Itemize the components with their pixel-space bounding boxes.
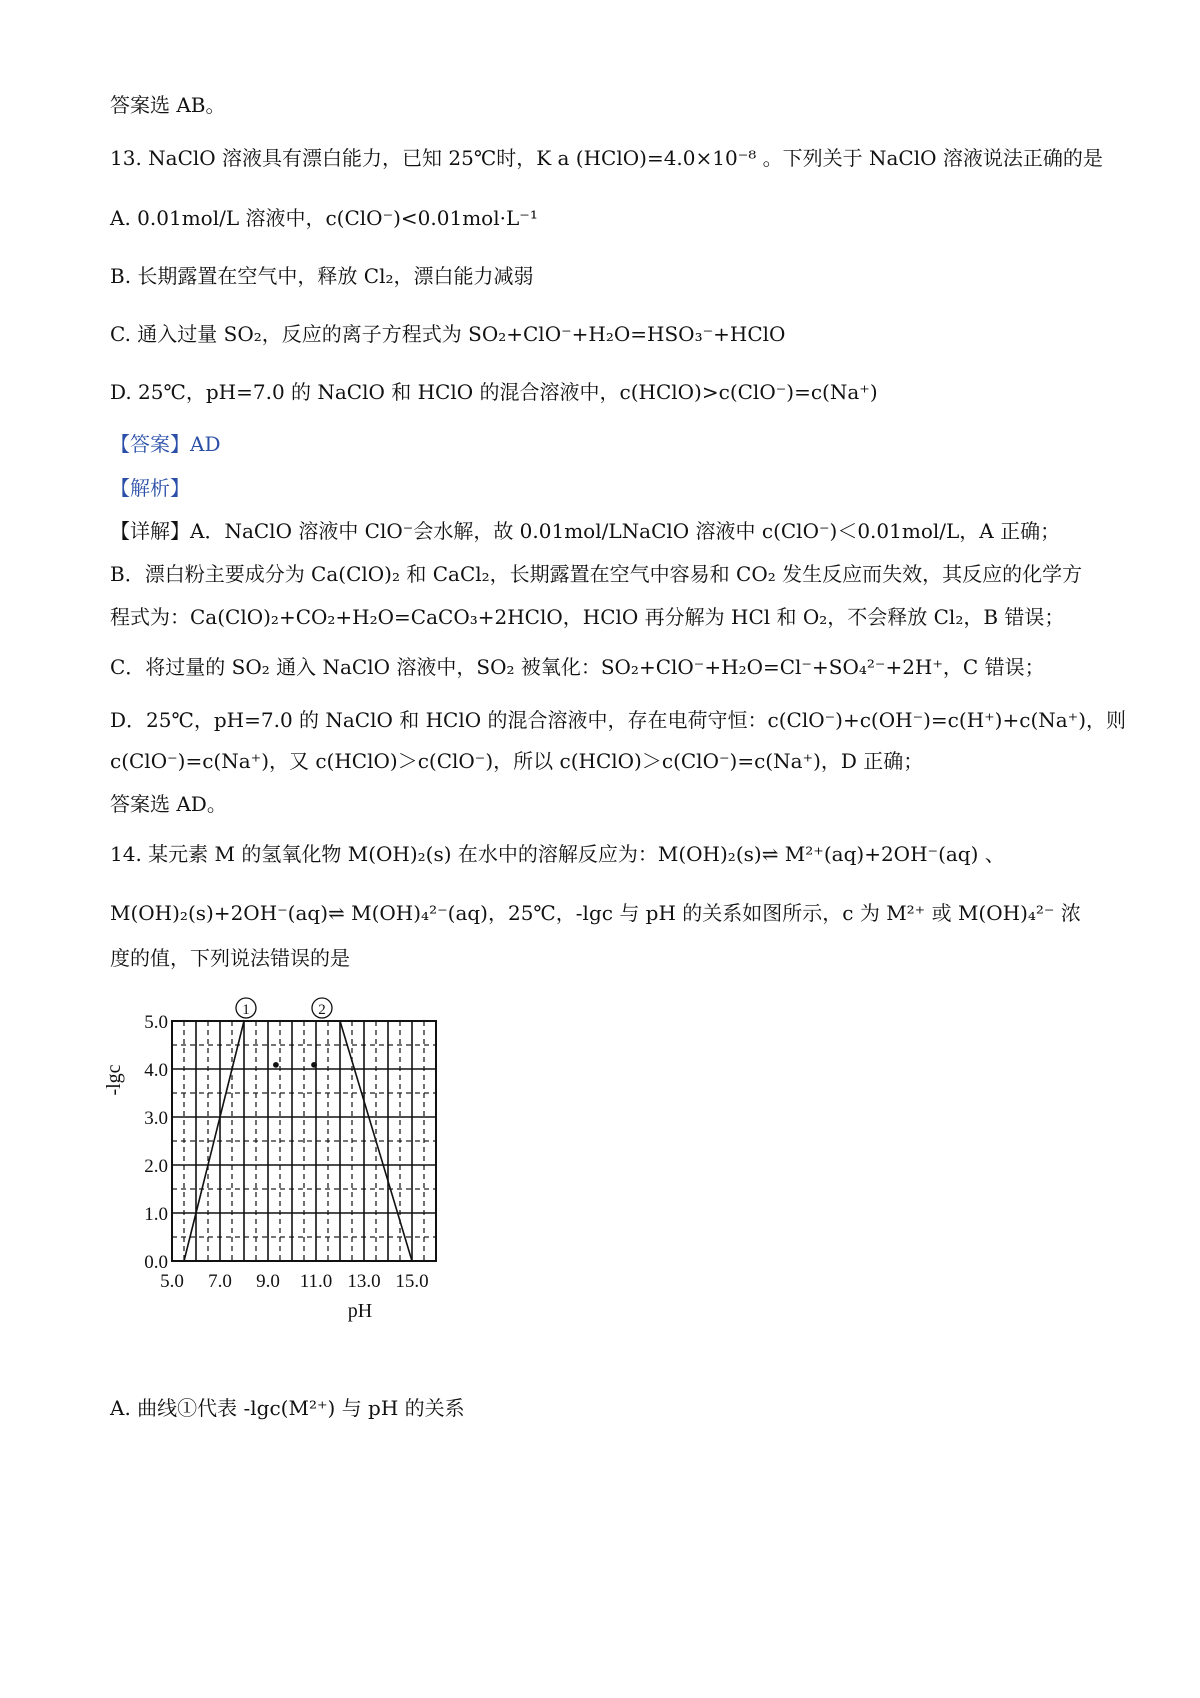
x-tick-label: 13.0 bbox=[347, 1271, 381, 1292]
q13-option-a: A. 0.01mol/L 溶液中，c(ClO⁻)<0.01mol·L⁻¹ bbox=[110, 206, 538, 230]
series-label-2: 2 bbox=[318, 1002, 326, 1018]
x-tick-label: 7.0 bbox=[208, 1271, 232, 1292]
y-axis-label: -lgc bbox=[103, 1064, 125, 1096]
q13-option-b: B. 长期露置在空气中，释放 Cl₂，漂白能力减弱 bbox=[110, 264, 534, 288]
x-tick-label: 9.0 bbox=[256, 1271, 280, 1292]
x-tick-label: 15.0 bbox=[395, 1271, 429, 1292]
x-tick-label: 5.0 bbox=[160, 1271, 184, 1292]
y-tick-label: 5.0 bbox=[144, 1012, 168, 1033]
previous-answer: 答案选 AB。 bbox=[110, 93, 226, 117]
y-tick-label: 0.0 bbox=[144, 1252, 168, 1273]
analysis-label: 【解析】 bbox=[110, 476, 190, 500]
chart-series bbox=[184, 998, 412, 1261]
chart-dashed-grid bbox=[172, 1021, 436, 1261]
answer-ad: 答案选 AD。 bbox=[110, 792, 227, 816]
q13-option-d: D. 25℃，pH=7.0 的 NaClO 和 HClO 的混合溶液中，c(HClO)>c(ClO⁻)=c(Na⁺) bbox=[110, 380, 878, 404]
y-tick-label: 2.0 bbox=[144, 1156, 168, 1177]
detail-line-5: D．25℃，pH=7.0 的 NaClO 和 HClO 的混合溶液中，存在电荷守恒：c(ClO⁻)+c(OH⁻)=c(H⁺)+c(Na⁺)，则 bbox=[110, 708, 1127, 732]
q14-option-a: A. 曲线①代表 -lgc(M²⁺) 与 pH 的关系 bbox=[110, 1396, 465, 1420]
y-tick-label: 4.0 bbox=[144, 1060, 168, 1081]
detail-line-3: 程式为：Ca(ClO)₂+CO₂+H₂O=CaCO₃+2HClO，HClO 再分解为 HCl 和 O₂，不会释放 Cl₂，B 错误； bbox=[110, 605, 1065, 629]
y-tick-label: 3.0 bbox=[144, 1108, 168, 1129]
question-14-line-2: M(OH)₂(s)+2OH⁻(aq)⇌ M(OH)₄²⁻(aq)，25℃，-lgc 与 pH 的关系如图所示，c 为 M²⁺ 或 M(OH)₄²⁻ 浓 bbox=[110, 901, 1081, 925]
y-tick-label: 1.0 bbox=[144, 1204, 168, 1225]
x-tick-label: 11.0 bbox=[299, 1271, 333, 1292]
series-label-1: 1 bbox=[242, 1002, 250, 1018]
answer-label: 【答案】AD bbox=[110, 432, 221, 456]
question-14-line-3: 度的值，下列说法错误的是 bbox=[110, 946, 350, 970]
question-13-stem: 13. NaClO 溶液具有漂白能力，已知 25℃时，K a (HClO)=4.0×10⁻⁸ 。下列关于 NaClO 溶液说法正确的是 bbox=[110, 146, 1103, 170]
detail-line-6: c(ClO⁻)=c(Na⁺)，又 c(HClO)＞c(ClO⁻)，所以 c(HClO)＞c(ClO⁻)=c(Na⁺)，D 正确； bbox=[110, 749, 924, 773]
q13-option-c: C. 通入过量 SO₂，反应的离子方程式为 SO₂+ClO⁻+H₂O=HSO₃⁻+HClO bbox=[110, 322, 786, 346]
x-axis-label: pH bbox=[347, 1300, 373, 1322]
detail-line-1: 【详解】A．NaClO 溶液中 ClO⁻会水解，故 0.01mol/LNaClO 溶液中 c(ClO⁻)＜0.01mol/L，A 正确； bbox=[110, 519, 1061, 543]
detail-line-4: C．将过量的 SO₂ 通入 NaClO 溶液中，SO₂ 被氧化：SO₂+ClO⁻+H₂O=Cl⁻+SO₄²⁻+2H⁺，C 错误； bbox=[110, 655, 1045, 679]
question-14-line-1: 14. 某元素 M 的氢氧化物 M(OH)₂(s) 在水中的溶解反应为：M(OH)₂(s)⇌ M²⁺(aq)+2OH⁻(aq) 、 bbox=[110, 842, 1005, 866]
emphasis-dots: • • bbox=[270, 1053, 330, 1077]
detail-line-2: B．漂白粉主要成分为 Ca(ClO)₂ 和 CaCl₂，长期露置在空气中容易和 CO₂ 发生反应而失效，其反应的化学方 bbox=[110, 562, 1083, 586]
